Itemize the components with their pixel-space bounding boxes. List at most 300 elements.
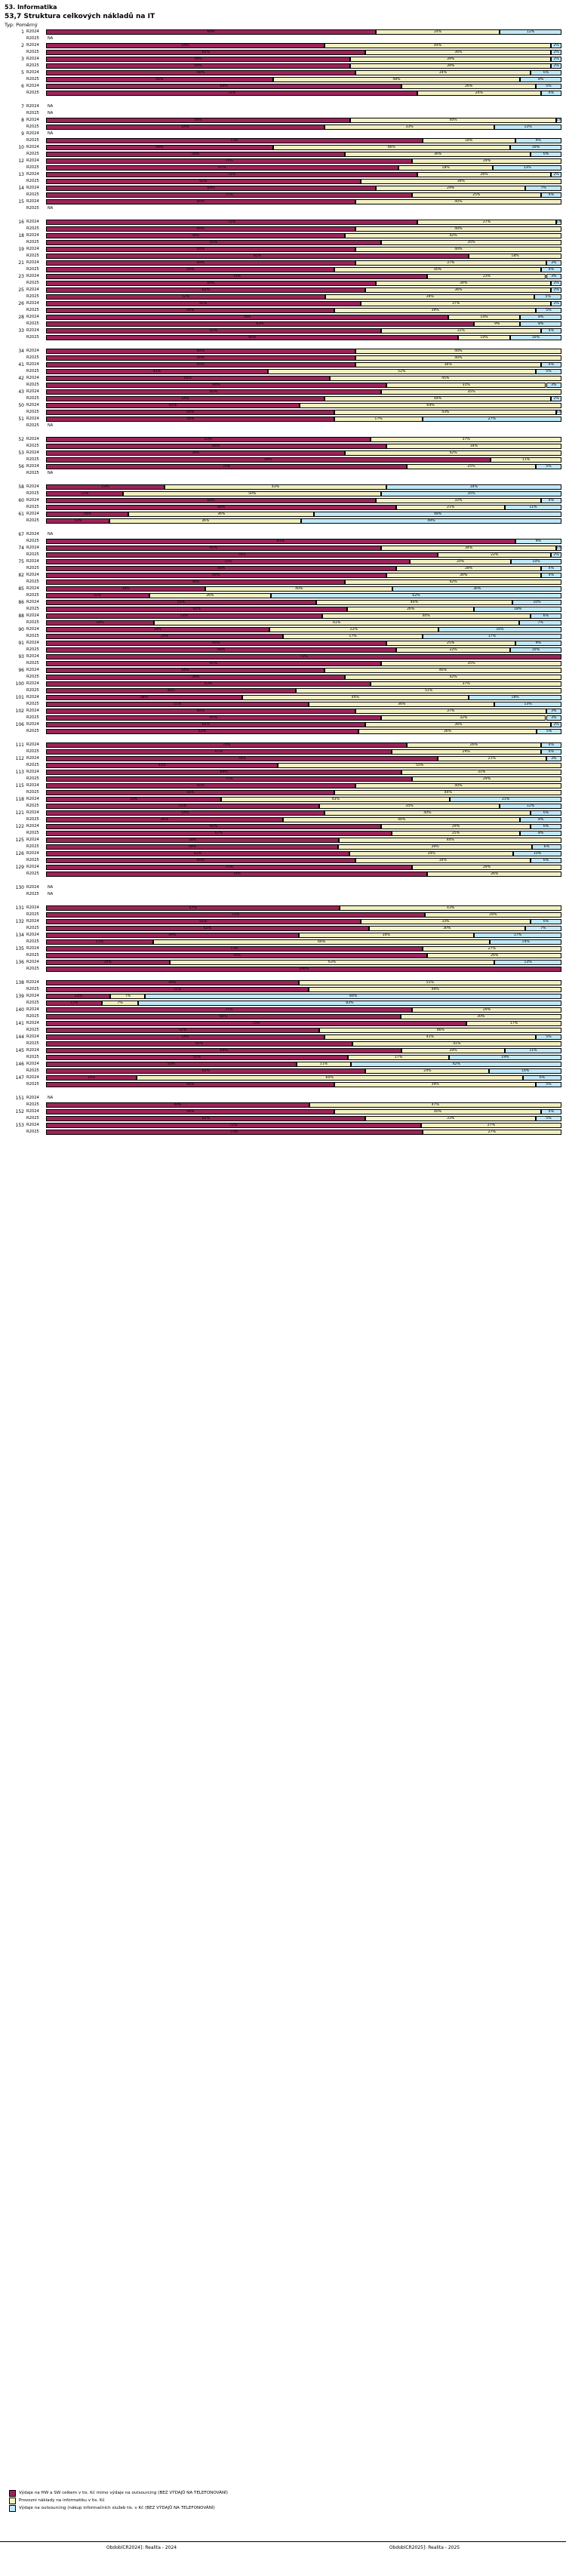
bar-segment-value: 5% xyxy=(546,85,552,88)
row-year-label: R2024 xyxy=(26,199,39,204)
chart-row xyxy=(5,864,561,871)
chart-row xyxy=(5,613,561,619)
row-year-label: R2025 xyxy=(26,579,39,584)
stacked-bar xyxy=(46,593,561,598)
stacked-bar xyxy=(46,586,561,592)
chart-row xyxy=(5,674,561,681)
group-id-label: 115 xyxy=(15,783,24,788)
bar-segment-value: 21% xyxy=(501,798,510,801)
row-year-label: R2025 xyxy=(26,620,39,625)
stacked-bar xyxy=(46,573,561,578)
chart-row xyxy=(5,681,561,687)
group-id-label: 5 xyxy=(21,70,24,75)
stacked-bar xyxy=(46,546,561,551)
stacked-bar xyxy=(46,559,561,564)
chart-row xyxy=(5,260,561,266)
chart-row xyxy=(5,35,561,42)
chart-group xyxy=(5,484,561,497)
chart-row xyxy=(5,456,561,463)
bar-segment-value: 18% xyxy=(464,139,473,143)
bar-segment-value: 62% xyxy=(201,723,210,727)
page-header xyxy=(0,0,566,29)
stacked-bar xyxy=(46,742,561,748)
bar-segment-value: 25% xyxy=(451,832,460,835)
stacked-bar xyxy=(46,308,561,313)
row-year-label: R2024 xyxy=(26,247,39,251)
bar-segment-value: 62% xyxy=(201,51,210,54)
group-id-label: 19 xyxy=(18,247,24,252)
stacked-bar xyxy=(46,199,561,204)
chart-row xyxy=(5,932,561,939)
stacked-bar xyxy=(46,681,561,687)
bar-segment-value: 64% xyxy=(207,499,215,503)
stacked-bar xyxy=(46,865,561,870)
bar-segment-value: 4% xyxy=(548,268,554,272)
stacked-bar xyxy=(46,220,561,225)
bar-segment-value: 43% xyxy=(447,906,455,910)
bar-segment-value: 7% xyxy=(125,994,131,998)
chart-row xyxy=(5,660,561,667)
stacked-bar xyxy=(46,994,561,999)
chart-plot-area xyxy=(5,29,561,1136)
bar-segment-value: 48% xyxy=(392,78,401,81)
row-year-label: R2024 xyxy=(26,573,39,577)
group-id-label: 13 xyxy=(18,172,24,177)
chart-row xyxy=(5,232,561,239)
bar-segment-value: 5% xyxy=(546,1035,552,1039)
chart-row xyxy=(5,599,561,606)
stacked-bar xyxy=(46,953,561,958)
chart-row xyxy=(5,939,561,945)
bar-segment-value: 49% xyxy=(168,981,177,985)
bar-segment-value: 13% xyxy=(523,166,531,170)
chart-group xyxy=(5,436,561,450)
stacked-bar xyxy=(46,858,561,863)
stacked-bar xyxy=(46,410,561,415)
bar-segment-value: 21% xyxy=(95,940,104,944)
stacked-bar xyxy=(46,63,561,69)
bar-segment-value: 65% xyxy=(209,825,218,828)
legend-label: Výdaje na outsourcing (nákup informačních služeb tis. v Kč (BEZ VÝDAJŮ NA TELEFONOVÁNÍ) xyxy=(19,2506,215,2510)
chart-row xyxy=(5,721,561,728)
stacked-bar xyxy=(46,770,561,775)
chart-row xyxy=(5,382,561,389)
stacked-bar xyxy=(46,579,561,585)
bar-segment-value: 71% xyxy=(225,193,233,197)
chart-group xyxy=(5,742,561,755)
bar-segment-value: 64% xyxy=(207,281,215,285)
group-id-label: 86 xyxy=(18,600,24,605)
bar-segment-value: 59% xyxy=(194,118,202,122)
bar-segment-value: 67% xyxy=(214,832,223,835)
row-year-label: R2024 xyxy=(26,29,39,34)
bar-segment-value: 68% xyxy=(217,506,226,509)
bar-segment-value: 36% xyxy=(217,512,226,516)
stacked-bar xyxy=(46,1075,561,1081)
row-year-label: R2025 xyxy=(26,566,39,570)
stacked-bar xyxy=(46,1007,561,1013)
chart-row xyxy=(5,198,561,205)
bar-segment-value: 3% xyxy=(551,716,557,720)
bar-segment-value: 5% xyxy=(546,1083,552,1087)
group-id-label: 139 xyxy=(15,994,24,999)
row-year-label: R2025 xyxy=(26,308,39,312)
stacked-bar xyxy=(46,29,561,35)
bar-segment-value: 7% xyxy=(540,186,546,190)
group-id-label: 125 xyxy=(15,838,24,843)
stacked-bar xyxy=(46,396,561,401)
bar-segment-value: 49% xyxy=(174,1103,182,1107)
row-year-label: R2025 xyxy=(26,1130,39,1134)
bar-segment-value: 58% xyxy=(191,580,200,584)
group-id-label: 135 xyxy=(15,946,24,951)
bar-segment-value: 22% xyxy=(349,628,358,632)
bar-segment-value: 22% xyxy=(94,594,102,598)
chart-row xyxy=(5,137,561,144)
group-id-label: 61 xyxy=(18,512,24,517)
bar-segment-value: 11% xyxy=(529,506,537,509)
bar-segment-value: 6% xyxy=(543,811,549,815)
row-year-label: R2024 xyxy=(26,84,39,88)
row-year-label: R2025 xyxy=(26,844,39,849)
bar-segment-value: 9% xyxy=(535,641,541,645)
chart-row xyxy=(5,694,561,701)
bar-segment-value: 5% xyxy=(546,309,552,312)
row-year-label: R2024 xyxy=(26,145,39,149)
row-year-label: R2025 xyxy=(26,661,39,666)
bar-segment-value: 13% xyxy=(524,125,532,129)
bar-segment-value: 76% xyxy=(238,553,246,557)
bar-segment-value: 8% xyxy=(538,832,544,835)
bar-segment-value: 8% xyxy=(538,315,544,319)
group-id-label: 122 xyxy=(15,824,24,829)
chart-row xyxy=(5,321,561,327)
bar-segment-value: 18% xyxy=(441,166,450,170)
group-id-label: 1 xyxy=(21,29,24,35)
row-year-label: R2024 xyxy=(26,403,39,407)
bar-segment-value: 33% xyxy=(447,1117,455,1120)
bar-segment-value: 3% xyxy=(551,383,557,387)
bar-segment-value: 36% xyxy=(454,51,463,54)
chart-row xyxy=(5,1081,561,1088)
row-year-label: R2024 xyxy=(26,851,39,856)
stacked-bar xyxy=(46,1028,561,1033)
bar-segment-value: 55% xyxy=(416,764,424,767)
bar-segment-value: 2% xyxy=(553,553,559,557)
chart-row xyxy=(5,1074,561,1081)
bar-segment-value: 36% xyxy=(473,587,481,591)
bar-segment-value: 24% xyxy=(475,91,483,95)
chart-group xyxy=(5,497,561,511)
bar-segment-value: 37% xyxy=(462,682,470,686)
stacked-bar xyxy=(46,634,561,639)
group-spacer xyxy=(5,429,561,436)
bar-segment-value: 11% xyxy=(529,1049,537,1053)
chart-group xyxy=(5,348,561,361)
bar-segment-value: 27% xyxy=(482,220,491,224)
bar-segment-value: 66% xyxy=(212,444,220,448)
bar-segment-value: 40% xyxy=(454,227,463,231)
bar-segment-value: 12% xyxy=(74,519,82,523)
bar-segment-value: 23% xyxy=(482,275,491,278)
bar-segment-value: 11% xyxy=(70,1001,78,1005)
chart-row xyxy=(5,1000,561,1007)
group-id-label: 85 xyxy=(18,586,24,592)
bar-segment-value: 1% xyxy=(556,546,562,550)
bar-segment-value: 16% xyxy=(83,512,91,516)
chart-row xyxy=(5,294,561,300)
stacked-bar xyxy=(46,1055,561,1060)
bar-segment-value: 34% xyxy=(438,859,448,862)
row-year-label: R2025 xyxy=(26,383,39,387)
row-year-label: R2024 xyxy=(26,349,39,353)
row-year-label: R2025 xyxy=(26,776,39,781)
bar-segment-value: 68% xyxy=(217,648,226,652)
bar-segment-value: 83% xyxy=(256,322,264,326)
chart-group xyxy=(5,42,561,56)
bar-segment-value: 55% xyxy=(183,377,192,380)
chart-group xyxy=(5,103,561,117)
group-id-label: 56 xyxy=(18,464,24,469)
bar-segment-value: 49% xyxy=(431,988,439,991)
bar-segment-value: 72% xyxy=(231,913,239,917)
row-year-label: R2024 xyxy=(26,464,39,469)
bar-segment-value: 5% xyxy=(546,465,552,469)
stacked-bar xyxy=(46,471,561,476)
stacked-bar xyxy=(46,641,561,646)
row-year-label: R2024 xyxy=(26,695,39,699)
bar-segment-value: 14% xyxy=(87,1076,95,1080)
bar-segment-value: 63% xyxy=(198,730,206,733)
no-data-label: NA xyxy=(48,532,54,536)
bar-segment-value: 29% xyxy=(462,750,470,754)
chart-row xyxy=(5,246,561,253)
stacked-bar xyxy=(46,627,561,632)
bar-segment-value: 36% xyxy=(433,152,442,156)
bar-segment-value: 63% xyxy=(193,852,202,856)
group-id-label: 146 xyxy=(15,1062,24,1067)
row-year-label: R2024 xyxy=(26,233,39,238)
bar-segment-value: 60% xyxy=(196,784,205,788)
row-year-label: R2024 xyxy=(26,43,39,48)
group-id-label: 112 xyxy=(15,756,24,761)
chart-row xyxy=(5,918,561,925)
row-year-label: R2024 xyxy=(26,994,39,998)
group-id-label: 113 xyxy=(15,770,24,775)
stacked-bar xyxy=(46,539,561,544)
row-year-label: R2024 xyxy=(26,722,39,727)
bar-segment-value: 61% xyxy=(333,621,341,625)
stacked-bar xyxy=(46,145,561,150)
chart-group xyxy=(5,198,561,212)
stacked-bar xyxy=(46,885,561,890)
row-year-label: R2025 xyxy=(26,987,39,991)
chart-row xyxy=(5,1054,561,1061)
chart-group xyxy=(5,171,561,185)
chart-row xyxy=(5,789,561,796)
chart-row xyxy=(5,178,561,185)
bar-segment-value: 56% xyxy=(186,309,195,312)
bar-segment-value: 27% xyxy=(488,947,496,951)
group-id-label: 15 xyxy=(18,199,24,204)
bar-segment-value: 30% xyxy=(460,573,468,577)
row-year-label: R2025 xyxy=(26,763,39,767)
chart-group xyxy=(5,708,561,721)
chart-row xyxy=(5,144,561,151)
chart-group xyxy=(5,69,561,83)
group-spacer xyxy=(5,898,561,905)
bar-segment-value: 82% xyxy=(253,254,262,258)
chart-row xyxy=(5,49,561,56)
group-id-label: 8 xyxy=(21,118,24,123)
stacked-bar xyxy=(46,206,561,211)
bar-segment-value: 12% xyxy=(526,30,535,34)
group-id-label: 58 xyxy=(18,484,24,490)
bar-segment-value: 25% xyxy=(447,641,455,645)
stacked-bar xyxy=(46,192,561,198)
legend-item xyxy=(9,2490,552,2497)
bar-segment-value: 35% xyxy=(405,804,414,808)
bar-segment-value: 65% xyxy=(209,329,218,333)
bar-segment-value: 78% xyxy=(243,315,251,319)
bar-segment-value: 40% xyxy=(433,268,442,272)
chart-row xyxy=(5,463,561,470)
group-id-label: 88 xyxy=(18,613,24,619)
stacked-bar xyxy=(46,267,561,272)
bar-segment-value: 26% xyxy=(469,743,478,747)
stacked-bar xyxy=(46,138,561,143)
chart-row xyxy=(5,239,561,246)
stacked-bar xyxy=(46,491,561,496)
chart-group xyxy=(5,905,561,918)
bar-segment-value: 65% xyxy=(209,662,218,666)
row-year-label: R2025 xyxy=(26,63,39,68)
bar-segment-value: 57% xyxy=(189,906,197,910)
bar-segment-value: 21% xyxy=(447,506,455,509)
bar-segment-value: 40% xyxy=(410,601,418,604)
chart-row xyxy=(5,979,561,986)
chart-group xyxy=(5,694,561,708)
bar-segment-value: 3% xyxy=(551,709,557,713)
chart-type-label: Typ: Poměrný xyxy=(5,22,38,28)
stacked-bar xyxy=(46,797,561,802)
bar-segment-value: 26% xyxy=(491,954,499,958)
bar-segment-value: 7% xyxy=(537,621,543,625)
group-id-label: 9 xyxy=(21,131,24,137)
stacked-bar xyxy=(46,104,561,109)
bar-segment-value: 42% xyxy=(449,580,457,584)
row-year-label: R2025 xyxy=(26,321,39,326)
bar-segment-value: 28% xyxy=(464,567,473,570)
group-id-label: 60 xyxy=(18,498,24,503)
bar-segment-value: 46% xyxy=(398,818,406,822)
bar-segment-value: 74% xyxy=(232,275,241,278)
row-year-label: R2024 xyxy=(26,885,39,890)
bar-segment-value: 60% xyxy=(196,363,205,367)
bar-segment-value: 34% xyxy=(427,852,435,856)
chart-row xyxy=(5,518,561,524)
chart-row xyxy=(5,409,561,416)
row-year-label: R2025 xyxy=(26,50,39,54)
chart-row xyxy=(5,850,561,857)
chart-row xyxy=(5,355,561,361)
chart-group xyxy=(5,932,561,945)
bar-segment-value: 22% xyxy=(491,553,499,557)
bar-segment-value: 71% xyxy=(225,159,233,163)
chart-row xyxy=(5,42,561,49)
stacked-bar xyxy=(46,321,561,327)
bar-segment-value: 65% xyxy=(209,390,218,394)
row-year-label: R2025 xyxy=(26,1116,39,1120)
stacked-bar xyxy=(46,84,561,89)
bar-segment-value: 44% xyxy=(433,44,442,48)
stacked-bar xyxy=(46,939,561,945)
row-year-label: R2024 xyxy=(26,57,39,61)
chart-row xyxy=(5,653,561,660)
stacked-bar xyxy=(46,688,561,693)
row-year-label: R2024 xyxy=(26,131,39,136)
bar-segment-value: 36% xyxy=(444,363,452,367)
legend-item xyxy=(9,2505,552,2512)
bar-segment-value: 32% xyxy=(454,499,463,503)
chart-row xyxy=(5,470,561,477)
bar-segment-value: 10% xyxy=(531,336,540,340)
chart-row xyxy=(5,728,561,735)
chart-group xyxy=(5,375,561,389)
bar-segment-value: 10% xyxy=(531,146,540,149)
group-spacer xyxy=(5,477,561,484)
bar-segment-value: 60% xyxy=(196,200,205,204)
row-year-label: R2025 xyxy=(26,179,39,183)
bar-segment-value: 24% xyxy=(103,961,112,964)
bar-segment-value: 14% xyxy=(480,315,488,319)
stacked-bar xyxy=(46,722,561,727)
bar-segment-value: 72% xyxy=(223,560,232,564)
chart-group xyxy=(5,721,561,735)
row-year-label: R2024 xyxy=(26,586,39,591)
chart-row xyxy=(5,823,561,830)
group-id-label: 138 xyxy=(15,980,24,985)
bar-segment-value: 29% xyxy=(153,628,161,632)
row-year-label: R2025 xyxy=(26,607,39,611)
bar-segment-value: 3% xyxy=(551,757,557,761)
chart-group xyxy=(5,83,561,97)
row-year-label: R2024 xyxy=(26,220,39,224)
bar-segment-value: 60% xyxy=(196,247,205,251)
chart-row xyxy=(5,667,561,674)
stacked-bar xyxy=(46,763,561,768)
stacked-bar xyxy=(46,301,561,306)
chart-row xyxy=(5,803,561,810)
row-year-label: R2024 xyxy=(26,546,39,550)
stacked-bar xyxy=(46,464,561,469)
bar-segment-value: 60% xyxy=(196,859,205,862)
bar-segment-value: 51% xyxy=(424,689,433,693)
chart-row xyxy=(5,633,561,640)
chart-group xyxy=(5,864,561,878)
row-year-label: R2025 xyxy=(26,790,39,795)
bar-segment-value: 13% xyxy=(74,994,82,998)
stacked-bar xyxy=(46,776,561,782)
chart-group xyxy=(5,273,561,287)
no-data-label: NA xyxy=(48,104,54,109)
chart-row xyxy=(5,531,561,538)
stacked-bar xyxy=(46,783,561,788)
no-data-label: NA xyxy=(48,111,54,115)
chart-row xyxy=(5,619,561,626)
group-id-label: 100 xyxy=(15,681,24,687)
bar-segment-value: 42% xyxy=(449,451,457,455)
